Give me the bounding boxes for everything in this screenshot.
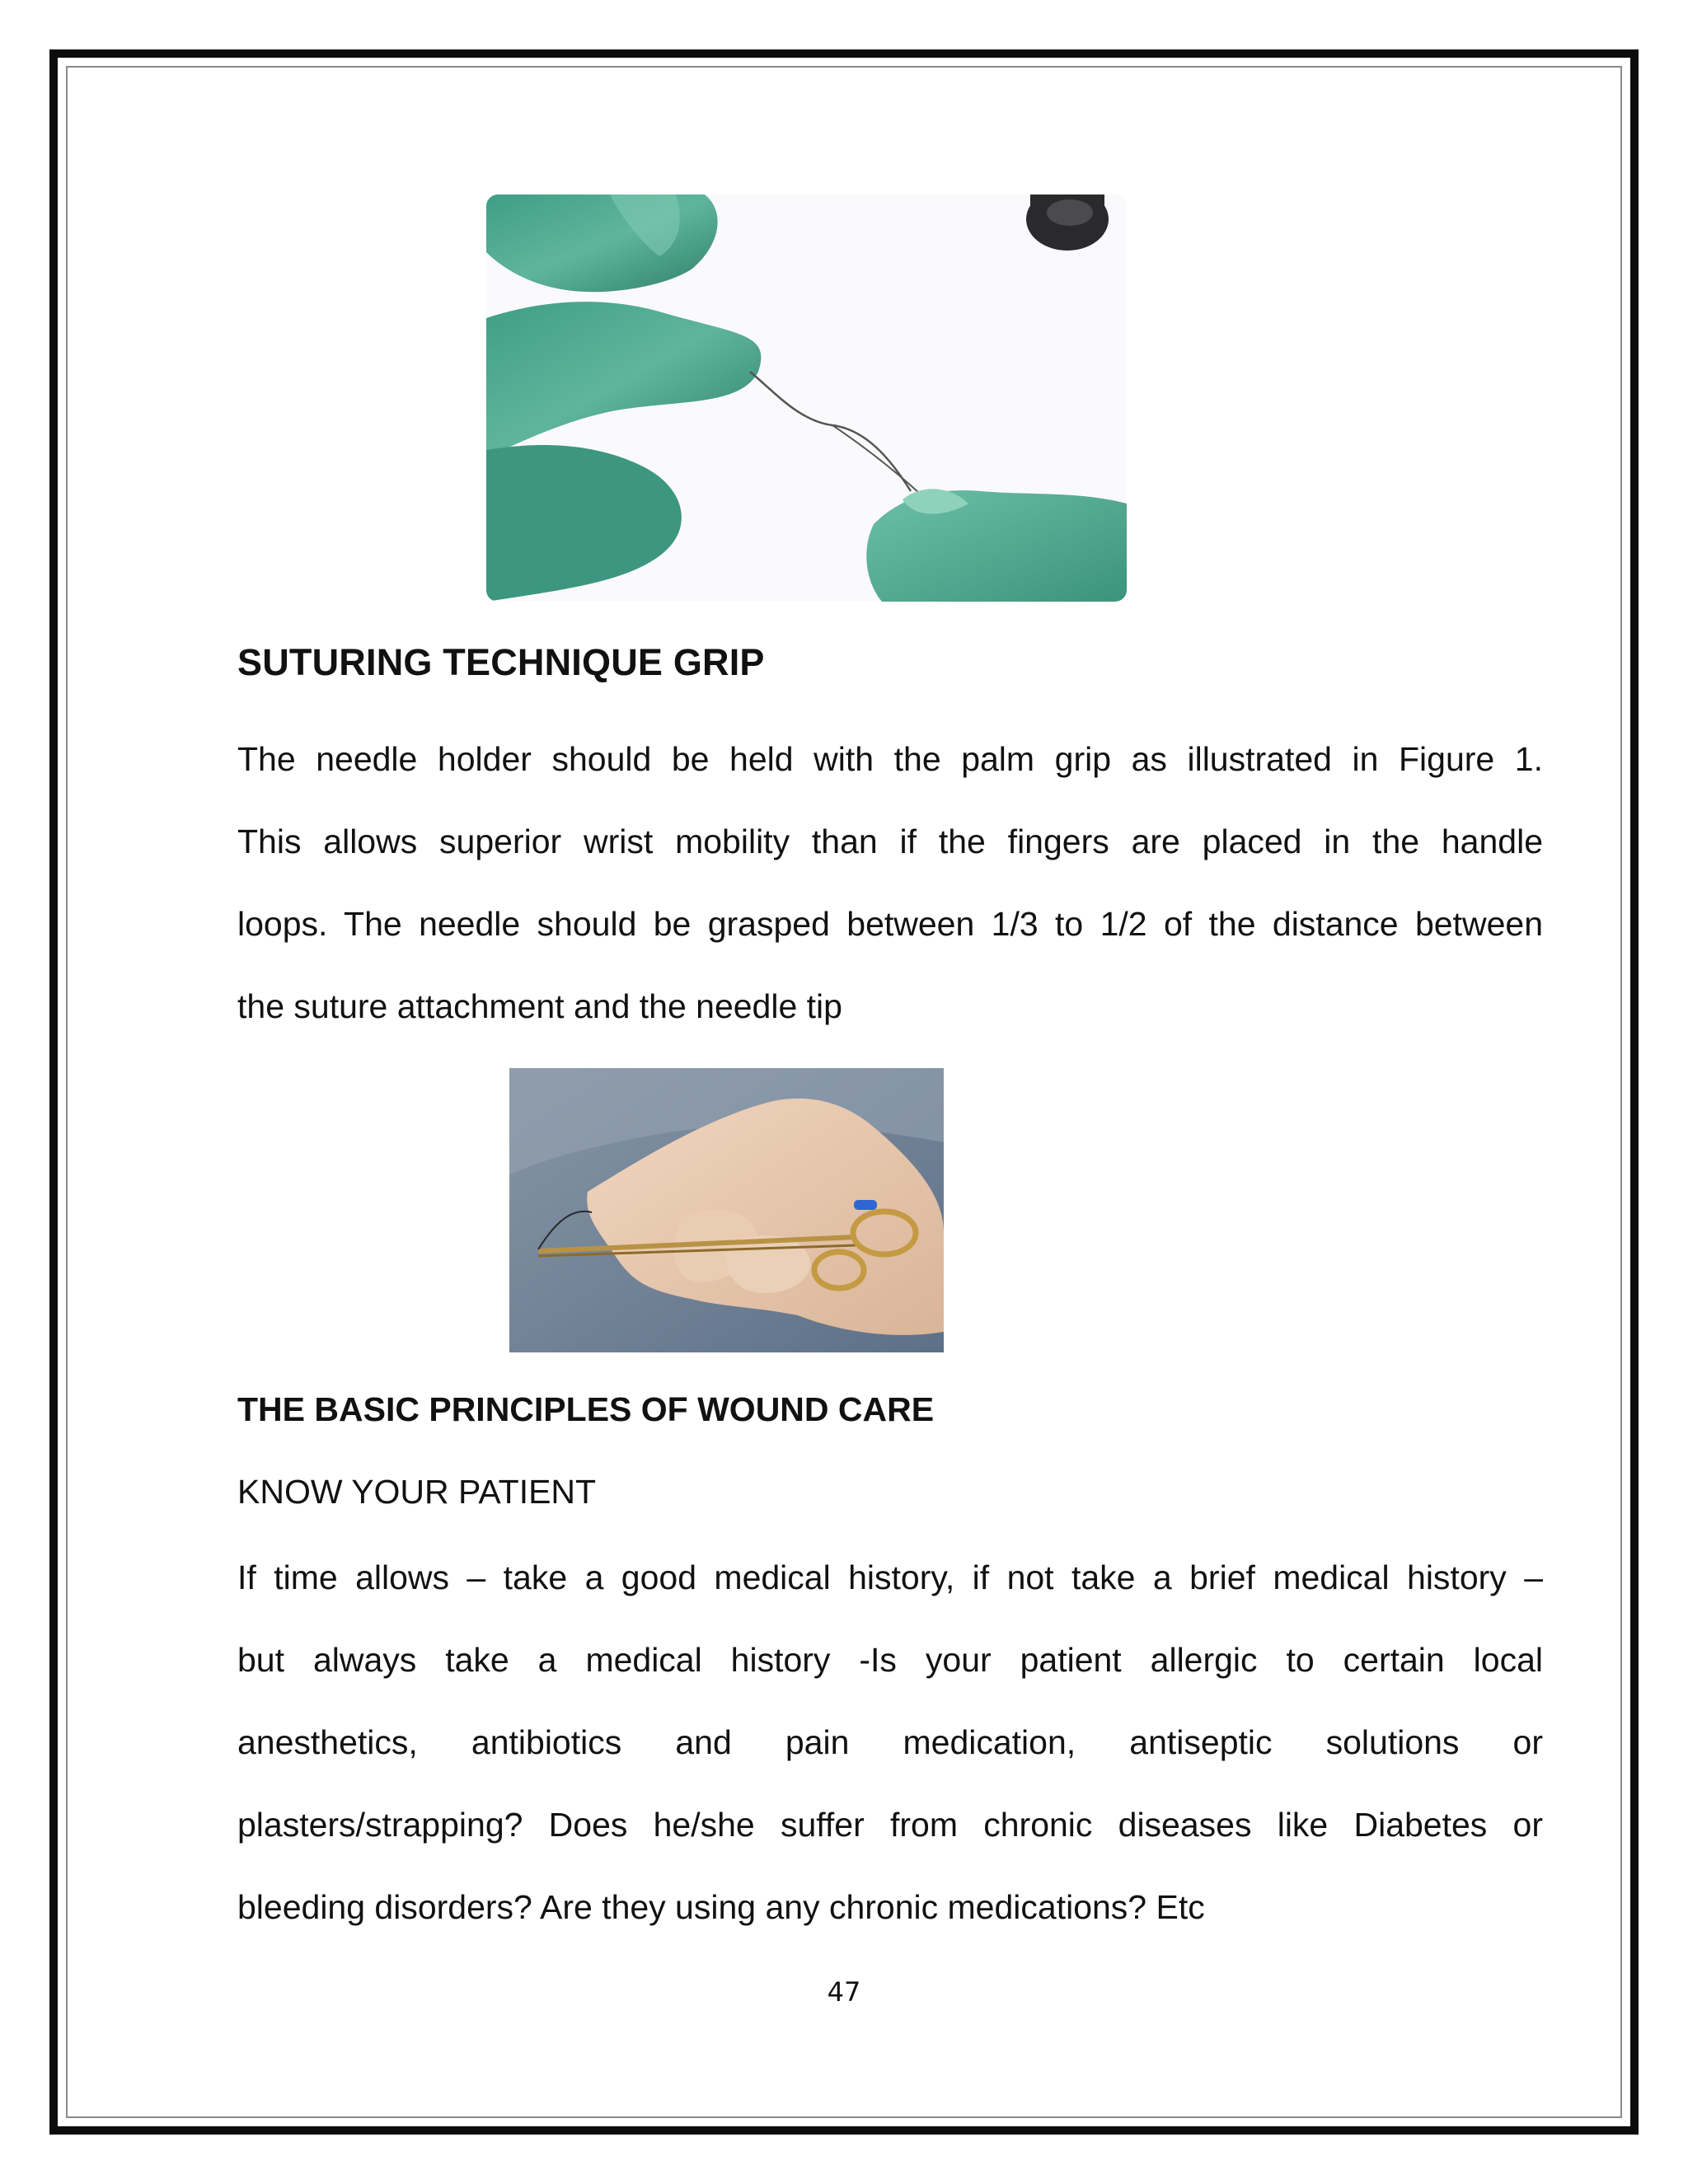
suturing-grip-paragraph bbox=[237, 718, 1543, 1047]
suture-thread-photo bbox=[486, 194, 1127, 602]
paragraph-line: plasters/strapping? Does he/she suffer from chronic diseases like Diabetes or bbox=[237, 1806, 1543, 1844]
paragraph-line: bleeding disorders? Are they using any chronic medications? Etc bbox=[237, 1888, 1205, 1926]
page-number: 47 bbox=[827, 1976, 861, 2008]
know-your-patient-paragraph bbox=[237, 1536, 1543, 1948]
section-heading-wound-care: THE BASIC PRINCIPLES OF WOUND CARE bbox=[237, 1390, 935, 1428]
section-heading-suturing-grip: SUTURING TECHNIQUE GRIP bbox=[237, 641, 765, 683]
needle-holder-palm-grip-photo bbox=[509, 1068, 944, 1352]
paragraph-line: anesthetics, antibiotics and pain medication, antiseptic solutions or bbox=[237, 1723, 1543, 1761]
paragraph-line: but always take a medical history -Is your patient allergic to certain local bbox=[237, 1641, 1543, 1679]
subheading-know-your-patient: KNOW YOUR PATIENT bbox=[237, 1473, 597, 1511]
paragraph-line: If time allows – take a good medical history, if not take a brief medical history – bbox=[237, 1558, 1543, 1596]
paragraph-line: the suture attachment and the needle tip bbox=[237, 987, 842, 1025]
paragraph-line: The needle holder should be held with the palm grip as illustrated in Figure 1. bbox=[237, 740, 1543, 778]
paragraph-line: loops. The needle should be grasped between 1/3 to 1/2 of the distance between bbox=[237, 905, 1543, 943]
paragraph-line: This allows superior wrist mobility than if the fingers are placed in the handle bbox=[237, 823, 1543, 860]
